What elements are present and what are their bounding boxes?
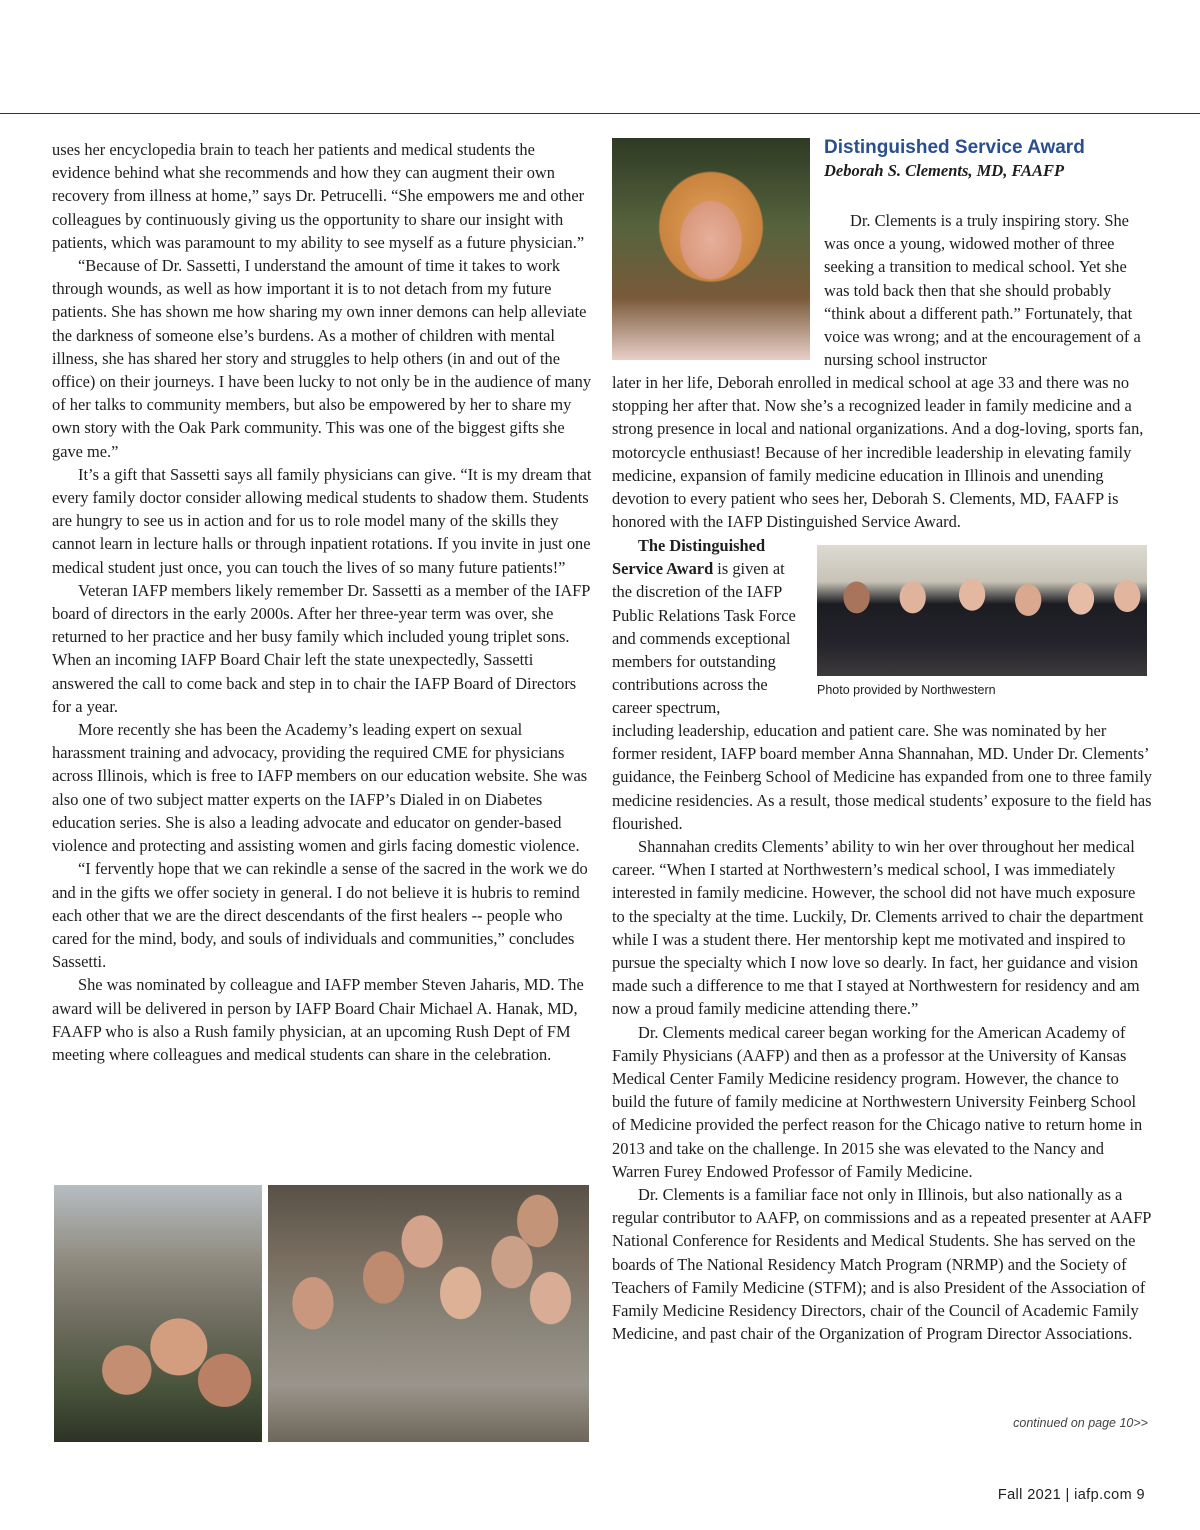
continued-note: continued on page 10>>: [1013, 1416, 1148, 1430]
photo-caption: Photo provided by Northwestern: [817, 683, 996, 697]
award-title: Distinguished Service Award: [824, 137, 1085, 158]
hiking-selfie-photo: [54, 1185, 262, 1442]
award-body: [612, 719, 1152, 1345]
award-recipient: Deborah S. Clements, MD, FAAFP: [824, 161, 1065, 180]
award-description-text: [612, 534, 806, 720]
award-description-bold: The Distinguished Service Award: [612, 536, 766, 579]
body-paragraph: It’s a gift that Sassetti says all family physicians can give. “It is my dream that every family doctor consider allowing medical students to shadow them. Students are hungry to see us in action and for us to role model many of the skills they cannot learn in lecture halls or through inpatient rotations. If you invite in just one medical student just once, you can touch the lives of so many future patients!”: [52, 464, 592, 577]
award-paragraph: Dr. Clements medical career began working for the American Academy of Family Physicians (AAFP) and then as a professor at the University of Kansas Medical Center Family Medicine residency program. However, the chance to build the future of family medicine at Northwestern University Feinberg School of Medicine provided the perfect reason for the Chicago native to return home in 2013 and take on the challenge. In 2015 she was elevated to the Nancy and Warren Furey Endowed Professor of Family Medicine.: [612, 1022, 1143, 1181]
graduates-photo: [817, 545, 1147, 676]
body-paragraph: “Because of Dr. Sassetti, I understand the amount of time it takes to work through wounds, as well as how important it is to not detach from my future patients. She has shown me how sharing my own inner demons can help alleviate the darkness of someone else’s burdens. As a mother of children with mental illness, she has shared her story and struggles to help others (in and out of the office) on their journeys. I have been lucky to not only be in the audience of many of her talks to community members, but also be empowered by her to share my own story with the Oak Park community. This was one of the biggest gifts she gave me.”: [52, 256, 592, 461]
award-paragraph: including leadership, education and patient care. She was nominated by her former resident, IAFP board member Anna Shannahan, MD. Under Dr. Clements’ guidance, the Feinberg School of Medicine has expanded from one to three family medicine residencies. As a result, those medical students’ exposure to the field has flourished.: [612, 721, 1152, 833]
body-paragraph: More recently she has been the Academy’s leading expert on sexual harassment training and advocacy, providing the required CME for physicians across Illinois, which is free to IAFP members on our education website. She was also one of two subject matter experts on the IAFP’s Dialed in on Diabetes education series. She is also a leading advocate and educator on gender-based violence and protecting and assisting women and girls facing domestic violence.: [52, 720, 588, 856]
intro-paragraph-continued: later in her life, Deborah enrolled in medical school at age 33 and there was no stopping her after that. Now she’s a recognized leader in family medicine and a strong presence in local and national organizations. And a dog-loving, sports fan, motorcycle enthusiast! Because of her incredible leadership in elevating family medicine, expansion of family medicine education in Illinois and unending devotion to every patient who sees her, Deborah S. Clements, MD, FAAFP is honored with the IAFP Distinguished Service Award.: [612, 373, 1144, 532]
body-paragraph: uses her encyclopedia brain to teach her patients and medical students the evidence behind what she recommends and how they can augment their own recovery from illness at home,” says Dr. Petrucelli. “She empowers me and other colleagues by continuously giving us the opportunity to share our insight with patients, which was paramount to my ability to see myself as a future physician.”: [52, 140, 585, 252]
clements-portrait-photo: [612, 138, 810, 360]
award-intro: [824, 209, 1142, 371]
award-paragraph: Shannahan credits Clements’ ability to win her over throughout her medical career. “When I started at Northwestern’s medical school, I was immediately interested in family medicine. However, the school did not have much exposure to the specialty at the time. Luckily, Dr. Clements arrived to chair the department while I was a student there. Her mentorship kept me motivated and inspired to pursue the specialty which I now love so dearly. In fact, her guidance and vision made such a difference to me that I stayed at Northwestern for residency and am now a proud family medicine attending there.”: [612, 837, 1144, 1019]
body-paragraph: She was nominated by colleague and IAFP member Steven Jaharis, MD. The award will be delivered in person by IAFP Board Chair Michael A. Hanak, MD, FAAFP who is also a Rush family physician, at an upcoming Rush Dept of FM meeting where colleagues and medical students can share in the celebration.: [52, 975, 584, 1064]
intro-paragraph: Dr. Clements is a truly inspiring story. She was once a young, widowed mother of three seeking a transition to medical school. Yet she was told back then that she should probably “think about a different path.” Fortunately, that voice was wrong; and at the encouragement of a nursing school instructor: [824, 211, 1141, 370]
left-column: [52, 138, 592, 1066]
page-footer: Fall 2021 | iafp.com 9: [997, 1487, 1145, 1503]
award-paragraph: Dr. Clements is a familiar face not only in Illinois, but also nationally as a regular contributor to AAFP, on commissions and as a repeated presenter at AAFP National Conference for Residents and Medical Students. She has served on the boards of The National Residency Match Program (NRMP) and the Society of Teachers of Family Medicine (STFM); and is also President of the Association of Family Medicine Residency Directors, chair of the Council of Academic Family Medicine, and past chair of the Organization of Program Director Associations.: [612, 1185, 1151, 1344]
body-paragraph: Veteran IAFP members likely remember Dr. Sassetti as a member of the IAFP board of directors in the early 2000s. After her three-year term was over, she returned to her practice and her busy family which included young triplet sons. When an incoming IAFP Board Chair left the state unexpectedly, Sassetti answered the call to come back and step in to chair the IAFP Board of Directors for a year.: [52, 580, 590, 716]
top-rule: [0, 113, 1200, 114]
award-intro-continued: [612, 371, 1152, 533]
award-description: [612, 534, 806, 720]
family-wedding-photo: [268, 1185, 589, 1442]
award-description-rest: is given at the discretion of the IAFP Public Relations Task Force and commends exceptional members for outstanding contributions across the career spectrum,: [612, 559, 796, 718]
body-paragraph: “I fervently hope that we can rekindle a sense of the sacred in the work we do and in the gifts we offer society in general. I do not believe it is hubris to remind each other that we are the direct descendants of the first healers -- people who cared for the mind, body, and souls of individuals and communities,” concludes Sassetti.: [52, 859, 588, 972]
